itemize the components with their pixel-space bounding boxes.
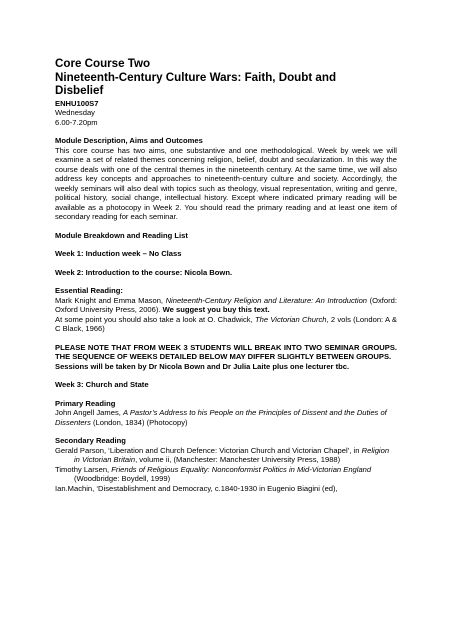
description-text: This core course has two aims, one substantive and one methodological. Week by week we will examine a set of related themes concerning religion, belief, doubt and secularization. In this way the course deals with one of the central themes in the nineteenth century. At the same time, we will also address key concepts and approaches to nineteenth-century culture and society. Accordingly, the weekly seminars will also deal with topics such as theology, visual representation, writing and genre, political history, social change, intellectual history. Except where indicated primary reading will be available as a photocopy in Week 2. You should read the primary reading and at least one item of secondary reading for each seminar. (55, 145, 397, 221)
secondary-reading-heading: Secondary Reading (55, 436, 126, 445)
course-title-line1: Core Course Two (55, 57, 151, 70)
ref-author: Timothy Larsen, (55, 464, 112, 474)
ref-title: Friends of Religious Equality: Nonconformist Politics in Mid-Victorian England (111, 464, 372, 474)
week1-heading: Week 1: Induction week – No Class (55, 249, 182, 258)
breakdown-heading: Module Breakdown and Reading List (55, 230, 188, 240)
ref-author: Gerald Parson, ‘Liberation and Church Defence: Victorian Church and Victorian Chapel’, in (55, 445, 362, 455)
ref-title: Nineteenth-Century Religion and Literature: An Introduction (165, 295, 368, 305)
ref-author: Mark Knight and Emma Mason, (55, 295, 166, 305)
ref-title: A Pastor’s Address to his People on the Principles of Dissent and the Duties of Dissenters (55, 408, 387, 427)
essential-reading-heading: Essential Reading: (55, 286, 123, 295)
ref-title: The Victorian Church (254, 314, 327, 324)
essential-reference-1 (55, 296, 397, 315)
ref-publisher: , 2 vols (London: A & C Black, 1966) (55, 314, 397, 333)
course-title (55, 57, 397, 98)
course-code: ENHU100S7 (55, 98, 99, 108)
notice-caps: PLEASE NOTE THAT FROM WEEK 3 STUDENTS WILL BREAK INTO TWO SEMINAR GROUPS. THE SEQUENCE OF WEEKS DETAILED BELOW MAY DIFFER SLIGHTLY BETWEEN GROUPS. (55, 342, 397, 361)
ref-author: John Angell James, (55, 408, 123, 417)
ref-title: Religion in Victorian Britain (74, 445, 390, 464)
course-time: 6.00-7.20pm (55, 117, 98, 127)
course-title-line3: Disbelief (55, 84, 104, 97)
ref-publisher: (Woodbridge: Boydell, 1999) (74, 474, 171, 483)
primary-reading-heading: Primary Reading (55, 398, 116, 408)
course-day: Wednesday (55, 108, 95, 117)
description-heading: Module Description, Aims and Outcomes (55, 136, 203, 145)
secondary-reference-2 (55, 465, 397, 484)
essential-reference-2 (55, 315, 397, 334)
week3-heading: Week 3: Church and State (55, 380, 149, 389)
ref-publisher: (Oxford: Oxford University Press, 2006). (55, 295, 398, 314)
course-title-line2: Nineteenth-Century Culture Wars: Faith, Doubt and (55, 70, 337, 84)
secondary-reference-1 (55, 446, 397, 465)
ref-note: We suggest you buy this text. (162, 305, 270, 314)
ref-publisher: (London, 1834) (Photocopy) (90, 417, 188, 427)
primary-reference (55, 408, 397, 427)
ref-publisher: , volume ii, (Manchester: Manchester University Press, 1988) (135, 455, 341, 464)
ref-author: At some point you should also take a look at O. Chadwick, (55, 314, 255, 324)
secondary-reference-3: Ian.Machin, ‘Disestablishment and Democracy, c.1840-1930 in Eugenio Biagini (ed), (55, 483, 338, 493)
week2-heading: Week 2: Introduction to the course: Nicola Bown. (55, 267, 233, 277)
document-body (55, 57, 397, 493)
notice-sessions: Sessions will be taken by Dr Nicola Bown and Dr Julia Laite plus one lecturer tbc. (55, 361, 350, 371)
